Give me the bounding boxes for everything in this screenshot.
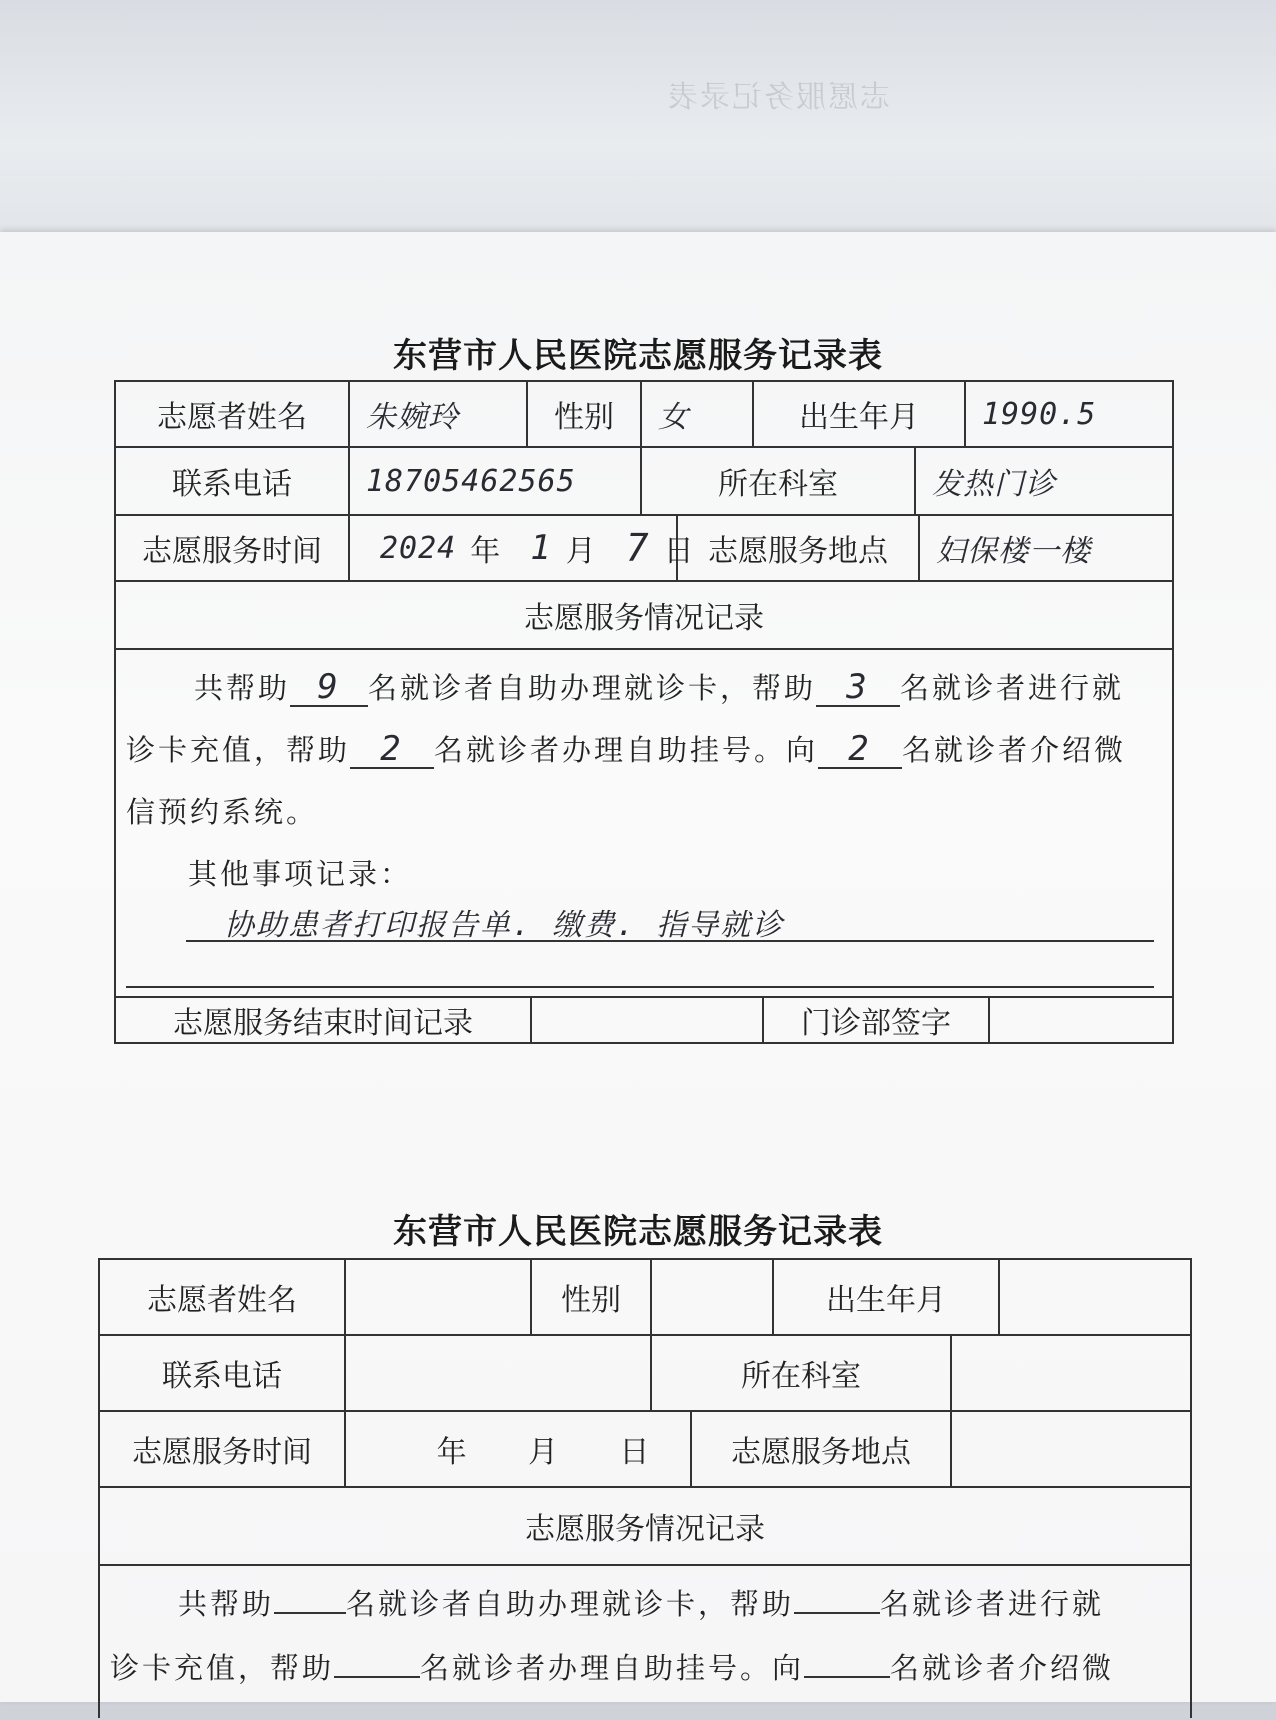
day-unit: 日: [619, 1435, 650, 1470]
time-label: 志愿服务时间: [100, 1412, 346, 1486]
month-unit: 月: [565, 534, 596, 569]
place-label: 志愿服务地点: [678, 516, 920, 580]
month-unit: 月: [527, 1435, 558, 1470]
dept-label: 所在科室: [642, 448, 916, 514]
year-unit: 年: [436, 1435, 467, 1470]
form2-row-name: [100, 1260, 1190, 1336]
phone-value: [346, 1336, 652, 1410]
blank-4: [804, 1676, 890, 1678]
name-label: 志愿者姓名: [116, 382, 350, 446]
phone-label: 联系电话: [116, 448, 350, 514]
form1-row-time: [116, 516, 1172, 582]
birth-value: 1990.5: [982, 396, 1097, 432]
gender-label: 性别: [532, 1260, 652, 1334]
record-line-1: 共帮助 名就诊者自助办理就诊卡，帮助 名就诊者进行就: [178, 1587, 1105, 1621]
form1-row-end: [116, 998, 1172, 1042]
form2-table: [98, 1258, 1192, 1718]
other-label: 其他事项记录：: [188, 857, 413, 891]
form2-row-time: [100, 1412, 1190, 1488]
time-value: [350, 516, 694, 580]
time-value: [346, 1412, 692, 1486]
time-month: 1: [530, 528, 552, 568]
form1-record-body: [116, 650, 1172, 998]
dept-label: 所在科室: [652, 1336, 952, 1410]
form1-title: 东营市人民医院志愿服务记录表: [393, 336, 883, 376]
record-line-3: 信预约系统。: [126, 795, 319, 829]
record-line-2: 诊卡充值，帮助 2 名就诊者办理自助挂号。向 2 名就诊者介绍微: [126, 729, 1127, 769]
form2-title: 东营市人民医院志愿服务记录表: [393, 1212, 883, 1252]
phone-label: 联系电话: [100, 1336, 346, 1410]
gender-value: 女: [642, 382, 754, 446]
name-label: 志愿者姓名: [100, 1260, 346, 1334]
end-time-value: [532, 998, 764, 1042]
record-line-1: 共帮助 9 名就诊者自助办理就诊卡，帮助 3 名就诊者进行就: [194, 667, 1125, 707]
blank-1: [274, 1612, 346, 1614]
form1-row-record-header: [116, 582, 1172, 650]
time-year: 2024: [380, 530, 457, 566]
birth-label: 出生年月: [754, 382, 966, 446]
dept-value: [952, 1336, 1190, 1410]
place-label: 志愿服务地点: [692, 1412, 952, 1486]
place-value: 妇保楼一楼: [936, 534, 1091, 569]
gender-value: [652, 1260, 774, 1334]
time-day: 7: [625, 526, 650, 570]
blank-3: 2: [350, 731, 434, 769]
time-label: 志愿服务时间: [116, 516, 350, 580]
form2-row-phone: [100, 1336, 1190, 1412]
gender-label: 性别: [528, 382, 642, 446]
place-value: [952, 1412, 1190, 1486]
form2-row-record-header: [100, 1488, 1190, 1566]
blank-1: 9: [290, 669, 368, 707]
other-underline-1: [186, 940, 1154, 942]
blank-2: [794, 1612, 880, 1614]
record-line-2: 诊卡充值，帮助 名就诊者办理自助挂号。向 名就诊者介绍微: [110, 1651, 1115, 1685]
other-underline-2: [126, 986, 1154, 988]
sign-label: 门诊部签字: [764, 998, 990, 1042]
day-unit: 日: [663, 534, 694, 569]
end-time-label: 志愿服务结束时间记录: [116, 998, 532, 1042]
form1-table: [114, 380, 1174, 1044]
name-value: 朱婉玲: [350, 382, 528, 446]
record-header: 志愿服务情况记录: [525, 1512, 765, 1547]
form1-row-phone: [116, 448, 1172, 516]
name-value: [346, 1260, 532, 1334]
blank-3: [334, 1676, 420, 1678]
birth-label: 出生年月: [774, 1260, 1000, 1334]
phone-value: 18705462565: [350, 448, 642, 514]
document-page: [0, 232, 1276, 1702]
blank-2: 3: [816, 669, 900, 707]
dept-value: 发热门诊: [932, 467, 1056, 502]
year-unit: 年: [470, 534, 501, 569]
form2-record-body: [100, 1566, 1190, 1720]
bleed-through-text: 志愿服务记录表: [666, 80, 890, 115]
sign-value: [990, 998, 1172, 1042]
birth-value: [1000, 1260, 1190, 1334]
other-value: 协助患者打印报告单. 缴费. 指导就诊: [224, 908, 785, 943]
form1-row-name: [116, 382, 1172, 448]
background-page: [0, 0, 1276, 240]
blank-4: 2: [818, 731, 902, 769]
record-header: 志愿服务情况记录: [524, 601, 764, 636]
